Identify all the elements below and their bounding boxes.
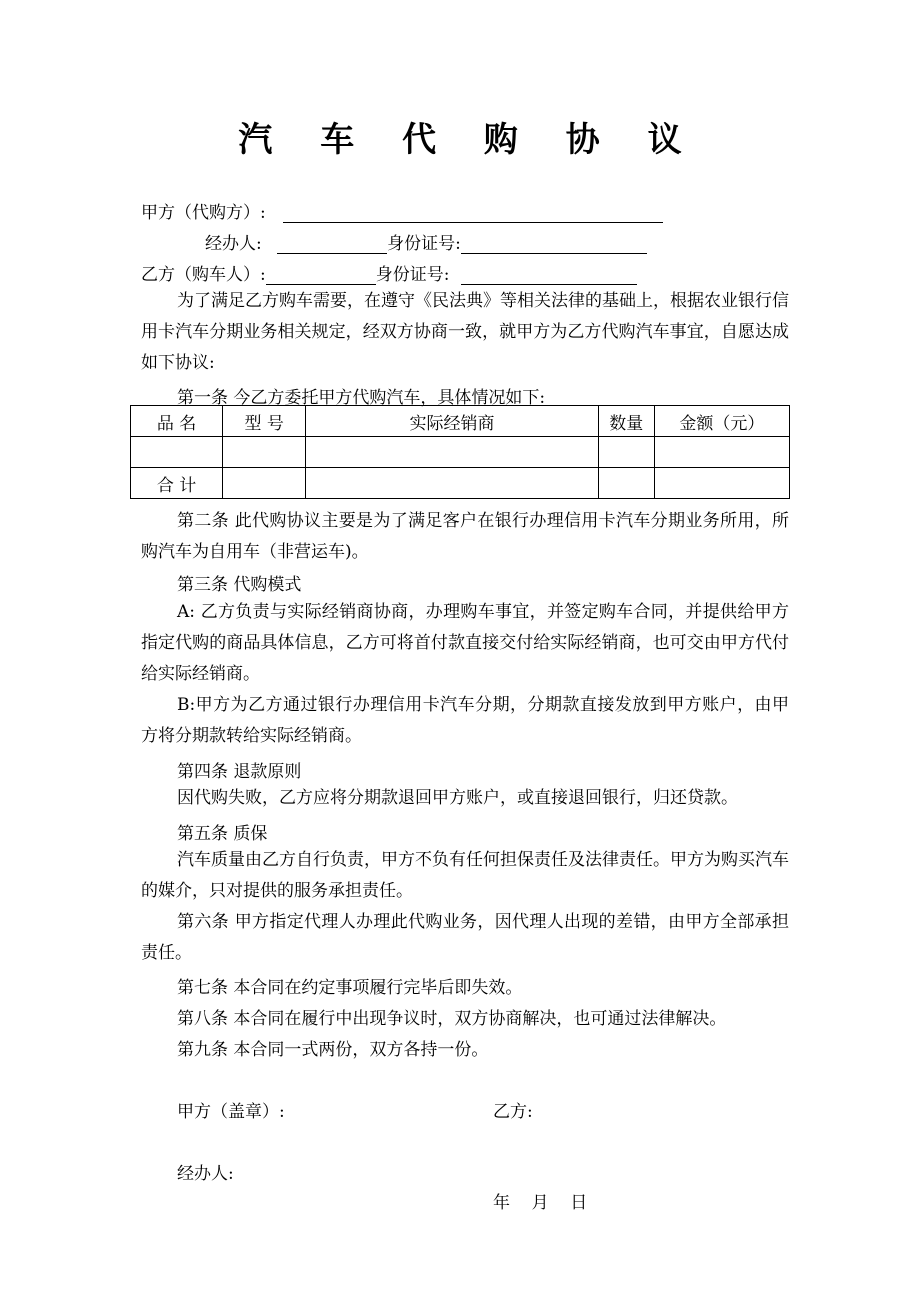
signature-party-b: 乙方: bbox=[493, 1102, 533, 1122]
article-3-a: A: 乙方负责与实际经销商协商，办理购车事宜，并签定购车合同，并提供给甲方指定代购的商品具体信息，乙方可将首付款直接交付给实际经销商，也可交由甲方代付给实际经销商。 bbox=[141, 602, 789, 684]
col-header-model: 型 号 bbox=[223, 406, 306, 437]
party-a-blank bbox=[283, 204, 663, 223]
document-title: 汽 车 代 购 协 议 bbox=[238, 120, 700, 160]
agent-id-blank bbox=[461, 235, 647, 254]
article-4-title: 第四条 退款原则 bbox=[177, 762, 302, 782]
signature-date: 年 月 日 bbox=[493, 1193, 588, 1213]
signature-agent: 经办人: bbox=[177, 1164, 234, 1184]
article-9: 第九条 本合同一式两份，双方各持一份。 bbox=[177, 1040, 489, 1060]
table-cell bbox=[306, 437, 598, 468]
article-2: 第二条 此代购协议主要是为了满足客户在银行办理信用卡汽车分期业务所用，所购汽车为自用车（非营运车)。 bbox=[141, 511, 789, 562]
article-6: 第六条 甲方指定代理人办理此代购业务，因代理人出现的差错，由甲方全部承担责任。 bbox=[141, 912, 789, 963]
table-cell bbox=[598, 437, 654, 468]
party-a-label: 甲方（代购方）: bbox=[141, 203, 266, 223]
table-cell bbox=[223, 437, 306, 468]
article-3-title: 第三条 代购模式 bbox=[177, 575, 302, 595]
col-header-name: 品 名 bbox=[131, 406, 223, 437]
goods-table bbox=[130, 405, 790, 499]
party-b-row bbox=[141, 260, 637, 285]
party-a-row bbox=[141, 198, 663, 223]
agent-label: 经办人: bbox=[205, 234, 262, 254]
article-4-body: 因代购失败，乙方应将分期款退回甲方账户，或直接退回银行，归还贷款。 bbox=[177, 788, 738, 808]
table-row bbox=[131, 437, 790, 468]
id-label-agent: 身份证号: bbox=[387, 234, 461, 254]
party-b-blank bbox=[266, 266, 376, 285]
article-5-body: 汽车质量由乙方自行负责，甲方不负有任何担保责任及法律责任。甲方为购买汽车的媒介，只对提供的服务承担责任。 bbox=[141, 850, 789, 901]
table-cell bbox=[654, 437, 789, 468]
signature-party-a: 甲方（盖章）: bbox=[177, 1102, 285, 1122]
col-header-amount: 金额（元） bbox=[654, 406, 789, 437]
article-5-title: 第五条 质保 bbox=[177, 824, 268, 844]
table-cell bbox=[306, 468, 598, 499]
intro-paragraph: 为了满足乙方购车需要，在遵守《民法典》等相关法律的基础上，根据农业银行信用卡汽车分期业务相关规定，经双方协商一致，就甲方为乙方代购汽车事宜，自愿达成如下协议: bbox=[141, 291, 789, 373]
col-header-quantity: 数量 bbox=[598, 406, 654, 437]
id-label-party-b: 身份证号: bbox=[375, 265, 450, 285]
table-cell bbox=[223, 468, 306, 499]
agent-row bbox=[205, 229, 647, 254]
article-1: 第一条 今乙方委托甲方代购汽车，具体情况如下: bbox=[177, 388, 546, 408]
total-label: 合 计 bbox=[131, 468, 223, 499]
article-7: 第七条 本合同在约定事项履行完毕后即失效。 bbox=[177, 978, 523, 998]
table-cell bbox=[131, 437, 223, 468]
article-8: 第八条 本合同在履行中出现争议时，双方协商解决，也可通过法律解决。 bbox=[177, 1009, 727, 1029]
party-b-id-blank bbox=[461, 266, 637, 285]
party-b-label: 乙方（购车人）: bbox=[141, 265, 266, 285]
col-header-dealer: 实际经销商 bbox=[306, 406, 598, 437]
table-total-row bbox=[131, 468, 790, 499]
table-header-row bbox=[131, 406, 790, 437]
agent-blank bbox=[277, 235, 387, 254]
table-cell bbox=[654, 468, 789, 499]
table-cell bbox=[598, 468, 654, 499]
article-3-b: B:甲方为乙方通过银行办理信用卡汽车分期，分期款直接发放到甲方账户，由甲方将分期款转给实际经销商。 bbox=[141, 695, 789, 746]
